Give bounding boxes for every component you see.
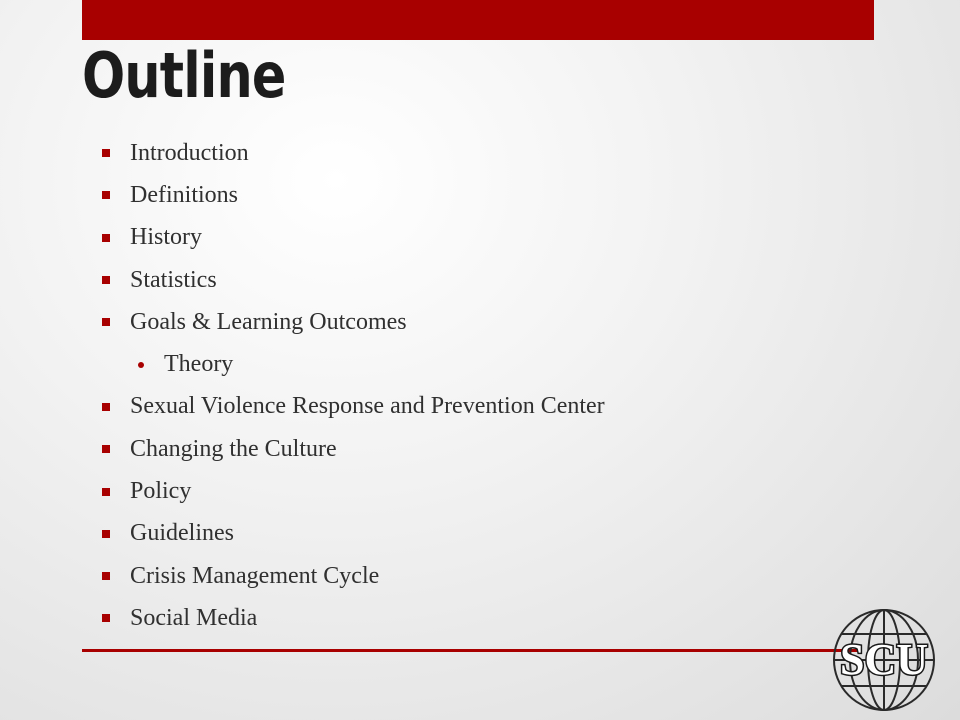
- list-item-label: Introduction: [130, 139, 249, 166]
- list-item-label: Changing the Culture: [130, 435, 337, 462]
- list-item-label: Definitions: [130, 181, 238, 208]
- list-item-label: Theory: [164, 351, 234, 378]
- logo-text: SCU: [839, 635, 929, 684]
- square-bullet-icon: [102, 572, 110, 580]
- list-item: [102, 428, 605, 470]
- list-item-label: Statistics: [130, 266, 217, 293]
- square-bullet-icon: [102, 191, 110, 199]
- slide-title: Outline: [82, 39, 286, 112]
- list-item: [102, 174, 605, 216]
- scu-logo: [826, 604, 942, 716]
- list-item: [102, 555, 605, 597]
- round-bullet-icon: [138, 362, 144, 368]
- list-item-label: Crisis Management Cycle: [130, 562, 380, 589]
- list-item: [102, 513, 605, 555]
- square-bullet-icon: [102, 614, 110, 622]
- list-item: [102, 259, 605, 301]
- list-item-label: Goals & Learning Outcomes: [130, 308, 407, 335]
- square-bullet-icon: [102, 276, 110, 284]
- sub-list-item: [102, 343, 605, 385]
- square-bullet-icon: [102, 445, 110, 453]
- list-item-label: Social Media: [130, 604, 258, 631]
- square-bullet-icon: [102, 234, 110, 242]
- square-bullet-icon: [102, 403, 110, 411]
- list-item: [102, 470, 605, 512]
- list-item: [102, 597, 605, 639]
- list-item-label: History: [130, 224, 202, 251]
- list-item: [102, 132, 605, 174]
- bottom-accent-line: [82, 649, 862, 652]
- top-accent-bar: [82, 0, 874, 40]
- square-bullet-icon: [102, 149, 110, 157]
- square-bullet-icon: [102, 318, 110, 326]
- list-item: [102, 386, 605, 428]
- square-bullet-icon: [102, 530, 110, 538]
- list-item: [102, 301, 605, 343]
- square-bullet-icon: [102, 488, 110, 496]
- list-item-label: Sexual Violence Response and Prevention Center: [130, 393, 605, 420]
- outline-list: [102, 132, 605, 640]
- list-item-label: Guidelines: [130, 520, 234, 547]
- list-item: [102, 217, 605, 259]
- list-item-label: Policy: [130, 478, 192, 505]
